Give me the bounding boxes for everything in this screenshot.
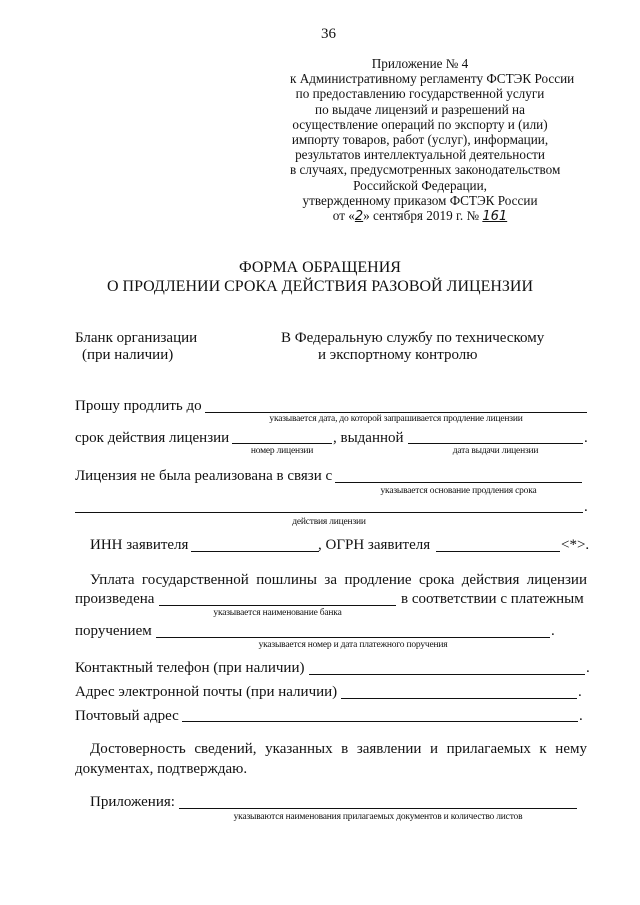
request-date-field[interactable] xyxy=(205,412,587,413)
fee-made-label: произведена xyxy=(75,591,155,607)
postal-label: Почтовый адрес xyxy=(75,708,179,724)
phone-field[interactable] xyxy=(309,674,585,675)
reason-hint-continued: действия лицензии xyxy=(292,517,366,527)
payment-order-hint: указывается номер и дата платежного поручения xyxy=(258,640,448,650)
attachments-label: Приложения: xyxy=(90,794,175,810)
attachments-field[interactable] xyxy=(179,808,577,809)
reason-field[interactable] xyxy=(335,482,582,483)
form-title-line1: ФОРМА ОБРАЩЕНИЯ xyxy=(239,259,401,276)
blank-note: (при наличии) xyxy=(82,347,174,363)
fee-according: в соответствии с платежным xyxy=(401,591,584,607)
order-period: . xyxy=(551,623,555,639)
license-number-field[interactable] xyxy=(232,443,332,444)
appendix-line: импорту товаров, работ (услуг), информации, xyxy=(291,132,549,148)
attachments-hint: указываются наименования прилагаемых документов и количество листов xyxy=(233,812,523,822)
bank-hint: указывается наименование банка xyxy=(213,608,342,618)
request-date-hint: указывается дата, до которой запрашивается продление лицензии xyxy=(269,414,523,424)
appendix-date-line xyxy=(290,208,550,224)
reason-field-continued[interactable] xyxy=(75,512,583,513)
reason-period: . xyxy=(584,499,588,515)
appendix-line: Российской Федерации, xyxy=(353,177,487,193)
ogrn-label: , ОГРН заявителя xyxy=(318,537,431,553)
term-period: . xyxy=(584,430,588,446)
reliability-text: Достоверность сведений, указанных в заявлении и прилагаемых к нему xyxy=(90,741,587,757)
ogrn-footnote: <*>. xyxy=(561,537,590,553)
appendix-block xyxy=(290,56,575,225)
issued-label: , выданной xyxy=(333,430,404,446)
fee-text: Уплата государственной пошлины за продление срока действия лицензии xyxy=(90,572,587,588)
issue-date-hint: дата выдачи лицензии xyxy=(452,446,539,456)
recipient-line1: В Федеральную службу по техническому xyxy=(281,330,545,346)
bank-field[interactable] xyxy=(159,605,396,606)
appendix-line: в случаях, предусмотренных законодательством xyxy=(290,162,561,178)
term-label: срок действия лицензии xyxy=(75,430,230,446)
postal-period: . xyxy=(579,708,583,724)
date-prefix: от « xyxy=(332,208,355,224)
appendix-line: по выдаче лицензий и разрешений на xyxy=(315,101,525,117)
issue-date-field[interactable] xyxy=(408,443,583,444)
appendix-line: утвержденному приказом ФСТЭК России xyxy=(302,192,538,208)
reliability-text-end: документах, подтверждаю. xyxy=(75,761,248,777)
recipient-line2: и экспортному контролю xyxy=(318,347,478,363)
postal-address-field[interactable] xyxy=(182,721,578,722)
handwritten-order-number: 161 xyxy=(482,209,508,225)
ogrn-field[interactable] xyxy=(436,551,560,552)
phone-label: Контактный телефон (при наличии) xyxy=(75,660,305,676)
not-realized-label: Лицензия не была реализована в связи с xyxy=(75,468,333,484)
blank-label: Бланк организации xyxy=(75,330,198,346)
date-middle: » сентября 2019 г. № xyxy=(363,208,483,224)
order-label: поручением xyxy=(75,623,152,639)
email-period: . xyxy=(578,684,582,700)
appendix-line: по предоставлению государственной услуги xyxy=(295,86,545,102)
payment-order-field[interactable] xyxy=(156,637,550,638)
phone-period: . xyxy=(586,660,590,676)
handwritten-day: 2 xyxy=(354,209,364,225)
appendix-line: результатов интеллектуальной деятельности xyxy=(295,147,545,163)
inn-field[interactable] xyxy=(191,551,319,552)
reason-hint: указывается основание продления срока xyxy=(380,486,537,496)
form-title-line2: О ПРОДЛЕНИИ СРОКА ДЕЙСТВИЯ РАЗОВОЙ ЛИЦЕНЗИИ xyxy=(106,278,534,295)
request-label: Прошу продлить до xyxy=(75,398,202,414)
appendix-line: Приложение № 4 xyxy=(371,56,469,71)
page-number: 36 xyxy=(321,26,336,42)
email-label: Адрес электронной почты (при наличии) xyxy=(75,684,338,700)
appendix-line: осуществление операций по экспорту и (или) xyxy=(292,116,548,132)
license-number-hint: номер лицензии xyxy=(250,446,314,456)
inn-label: ИНН заявителя xyxy=(90,537,189,553)
email-field[interactable] xyxy=(341,698,577,699)
appendix-line: к Административному регламенту ФСТЭК России xyxy=(290,71,575,87)
